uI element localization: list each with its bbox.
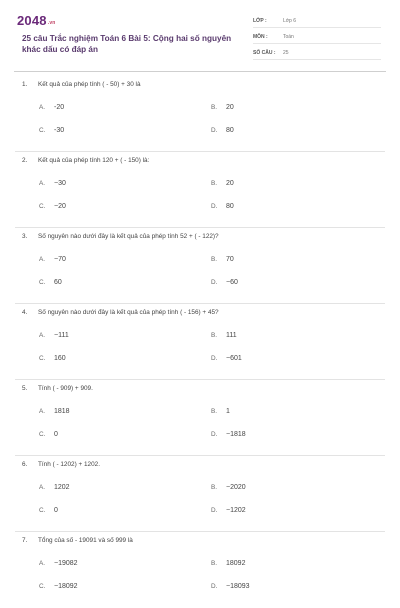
meta-key: LỚP :	[253, 17, 267, 24]
option-value: −1818	[226, 431, 246, 438]
meta-row-grade	[253, 14, 381, 28]
question-item	[15, 228, 385, 304]
logo-suffix: .vn	[47, 20, 56, 26]
answer-option-d[interactable]	[211, 127, 234, 134]
answer-option-c[interactable]	[39, 583, 78, 590]
answer-option-d[interactable]	[211, 507, 246, 514]
option-value: −60	[226, 279, 238, 286]
answer-option-d[interactable]	[211, 203, 234, 210]
question-number: 5.	[22, 385, 28, 392]
question-prompt: Tính ( - 1202) + 1202.	[38, 461, 100, 468]
answer-option-a[interactable]	[39, 256, 66, 263]
question-item	[15, 152, 385, 228]
option-label: D.	[211, 355, 218, 362]
option-value: −30	[54, 180, 66, 187]
option-value: 80	[226, 203, 234, 210]
option-label: C.	[39, 355, 46, 362]
meta-key: SỐ CÂU :	[253, 49, 276, 56]
answer-option-b[interactable]	[211, 484, 246, 491]
answer-option-b[interactable]	[211, 408, 230, 415]
option-label: D.	[211, 507, 218, 514]
option-label: C.	[39, 583, 46, 590]
question-prompt: Kết quả của phép tính 120 + ( - 150) là:	[38, 157, 150, 164]
question-number: 7.	[22, 537, 28, 544]
question-text	[22, 461, 100, 468]
question-text	[22, 81, 141, 88]
option-label: C.	[39, 279, 46, 286]
question-text	[22, 385, 93, 392]
option-label: A.	[39, 256, 46, 263]
option-value: 80	[226, 127, 234, 134]
question-number: 3.	[22, 233, 28, 240]
option-label: A.	[39, 104, 46, 111]
option-label: D.	[211, 127, 218, 134]
answer-option-c[interactable]	[39, 355, 66, 362]
option-label: D.	[211, 279, 218, 286]
question-prompt: Tổng của số - 19091 và số 999 là	[38, 537, 133, 544]
option-value: −1202	[226, 507, 246, 514]
answer-option-a[interactable]	[39, 484, 70, 491]
option-label: B.	[211, 408, 218, 415]
option-label: B.	[211, 104, 218, 111]
option-label: B.	[211, 332, 218, 339]
question-list	[0, 76, 400, 608]
option-value: 1202	[54, 484, 70, 491]
option-label: B.	[211, 560, 218, 567]
option-value: −111	[54, 332, 69, 339]
option-value: 20	[226, 180, 234, 187]
option-value: 160	[54, 355, 66, 362]
option-value: 0	[54, 507, 58, 514]
option-value: −18092	[54, 583, 78, 590]
meta-row-subject	[253, 30, 381, 44]
option-label: B.	[211, 180, 218, 187]
option-label: D.	[211, 203, 218, 210]
answer-option-a[interactable]	[39, 408, 70, 415]
question-prompt: Số nguyên nào dưới đây là kết quả của phép tính 52 + ( - 122)?	[38, 233, 219, 240]
quiz-meta	[253, 14, 381, 62]
answer-option-d[interactable]	[211, 431, 246, 438]
option-value: 111	[226, 332, 237, 339]
option-label: D.	[211, 583, 218, 590]
answer-option-b[interactable]	[211, 332, 237, 339]
answer-option-c[interactable]	[39, 127, 64, 134]
option-label: C.	[39, 203, 46, 210]
option-value: −70	[54, 256, 66, 263]
option-value: 18092	[226, 560, 246, 567]
option-label: C.	[39, 507, 46, 514]
option-value: −19082	[54, 560, 78, 567]
answer-option-b[interactable]	[211, 560, 245, 567]
question-text	[22, 537, 133, 544]
meta-value: 25	[283, 49, 289, 56]
option-label: C.	[39, 127, 46, 134]
option-label: A.	[39, 484, 46, 491]
option-value: -20	[54, 104, 65, 111]
answer-option-d[interactable]	[211, 279, 238, 286]
option-value: 1	[226, 408, 230, 415]
site-logo[interactable]	[17, 13, 56, 28]
meta-key: MÔN :	[253, 33, 268, 40]
answer-option-b[interactable]	[211, 180, 234, 187]
option-value: 0	[54, 431, 58, 438]
option-label: C.	[39, 431, 46, 438]
option-value: 70	[226, 256, 234, 263]
option-value: −18093	[226, 583, 250, 590]
answer-option-c[interactable]	[39, 431, 58, 438]
answer-option-b[interactable]	[211, 256, 234, 263]
option-label: B.	[211, 256, 218, 263]
meta-value: Lớp 6	[283, 17, 297, 24]
option-label: A.	[39, 332, 46, 339]
answer-option-c[interactable]	[39, 279, 62, 286]
question-prompt: Số nguyên nào dưới đây là kết quả của phép tính ( - 156) + 45?	[38, 309, 219, 316]
logo-text: 2048	[17, 13, 47, 28]
answer-option-b[interactable]	[211, 104, 234, 111]
answer-option-d[interactable]	[211, 583, 250, 590]
option-value: 1818	[54, 408, 70, 415]
question-number: 6.	[22, 461, 28, 468]
question-prompt: Tính ( - 909) + 909.	[38, 385, 93, 392]
answer-option-c[interactable]	[39, 507, 58, 514]
question-item	[15, 304, 385, 380]
question-item	[15, 456, 385, 532]
header-divider	[14, 71, 386, 72]
option-label: A.	[39, 180, 46, 187]
answer-option-a[interactable]	[39, 180, 66, 187]
question-number: 4.	[22, 309, 28, 316]
answer-option-a[interactable]	[39, 332, 69, 339]
option-label: A.	[39, 560, 46, 567]
page-header	[0, 0, 400, 70]
answer-option-a[interactable]	[39, 560, 78, 567]
question-text	[22, 233, 219, 240]
option-value: −2020	[226, 484, 246, 491]
answer-option-c[interactable]	[39, 203, 66, 210]
option-label: D.	[211, 431, 218, 438]
question-item	[15, 76, 385, 152]
option-label: B.	[211, 484, 218, 491]
question-number: 1.	[22, 81, 28, 88]
question-number: 2.	[22, 157, 28, 164]
question-item	[15, 532, 385, 608]
meta-row-count	[253, 46, 381, 60]
option-value: -30	[54, 127, 65, 134]
question-prompt: Kết quả của phép tính ( - 50) + 30 là	[38, 81, 141, 88]
option-value: −601	[226, 355, 242, 362]
question-item	[15, 380, 385, 456]
option-label: A.	[39, 408, 46, 415]
page-title: 25 câu Trắc nghiệm Toán 6 Bài 5: Cộng hai số nguyên khác dấu có đáp án	[22, 34, 232, 54]
question-text	[22, 309, 219, 316]
option-value: 60	[54, 279, 62, 286]
option-value: −20	[54, 203, 66, 210]
meta-value: Toán	[283, 33, 294, 40]
answer-option-a[interactable]	[39, 104, 64, 111]
answer-option-d[interactable]	[211, 355, 242, 362]
question-text	[22, 157, 149, 164]
option-value: 20	[226, 104, 234, 111]
